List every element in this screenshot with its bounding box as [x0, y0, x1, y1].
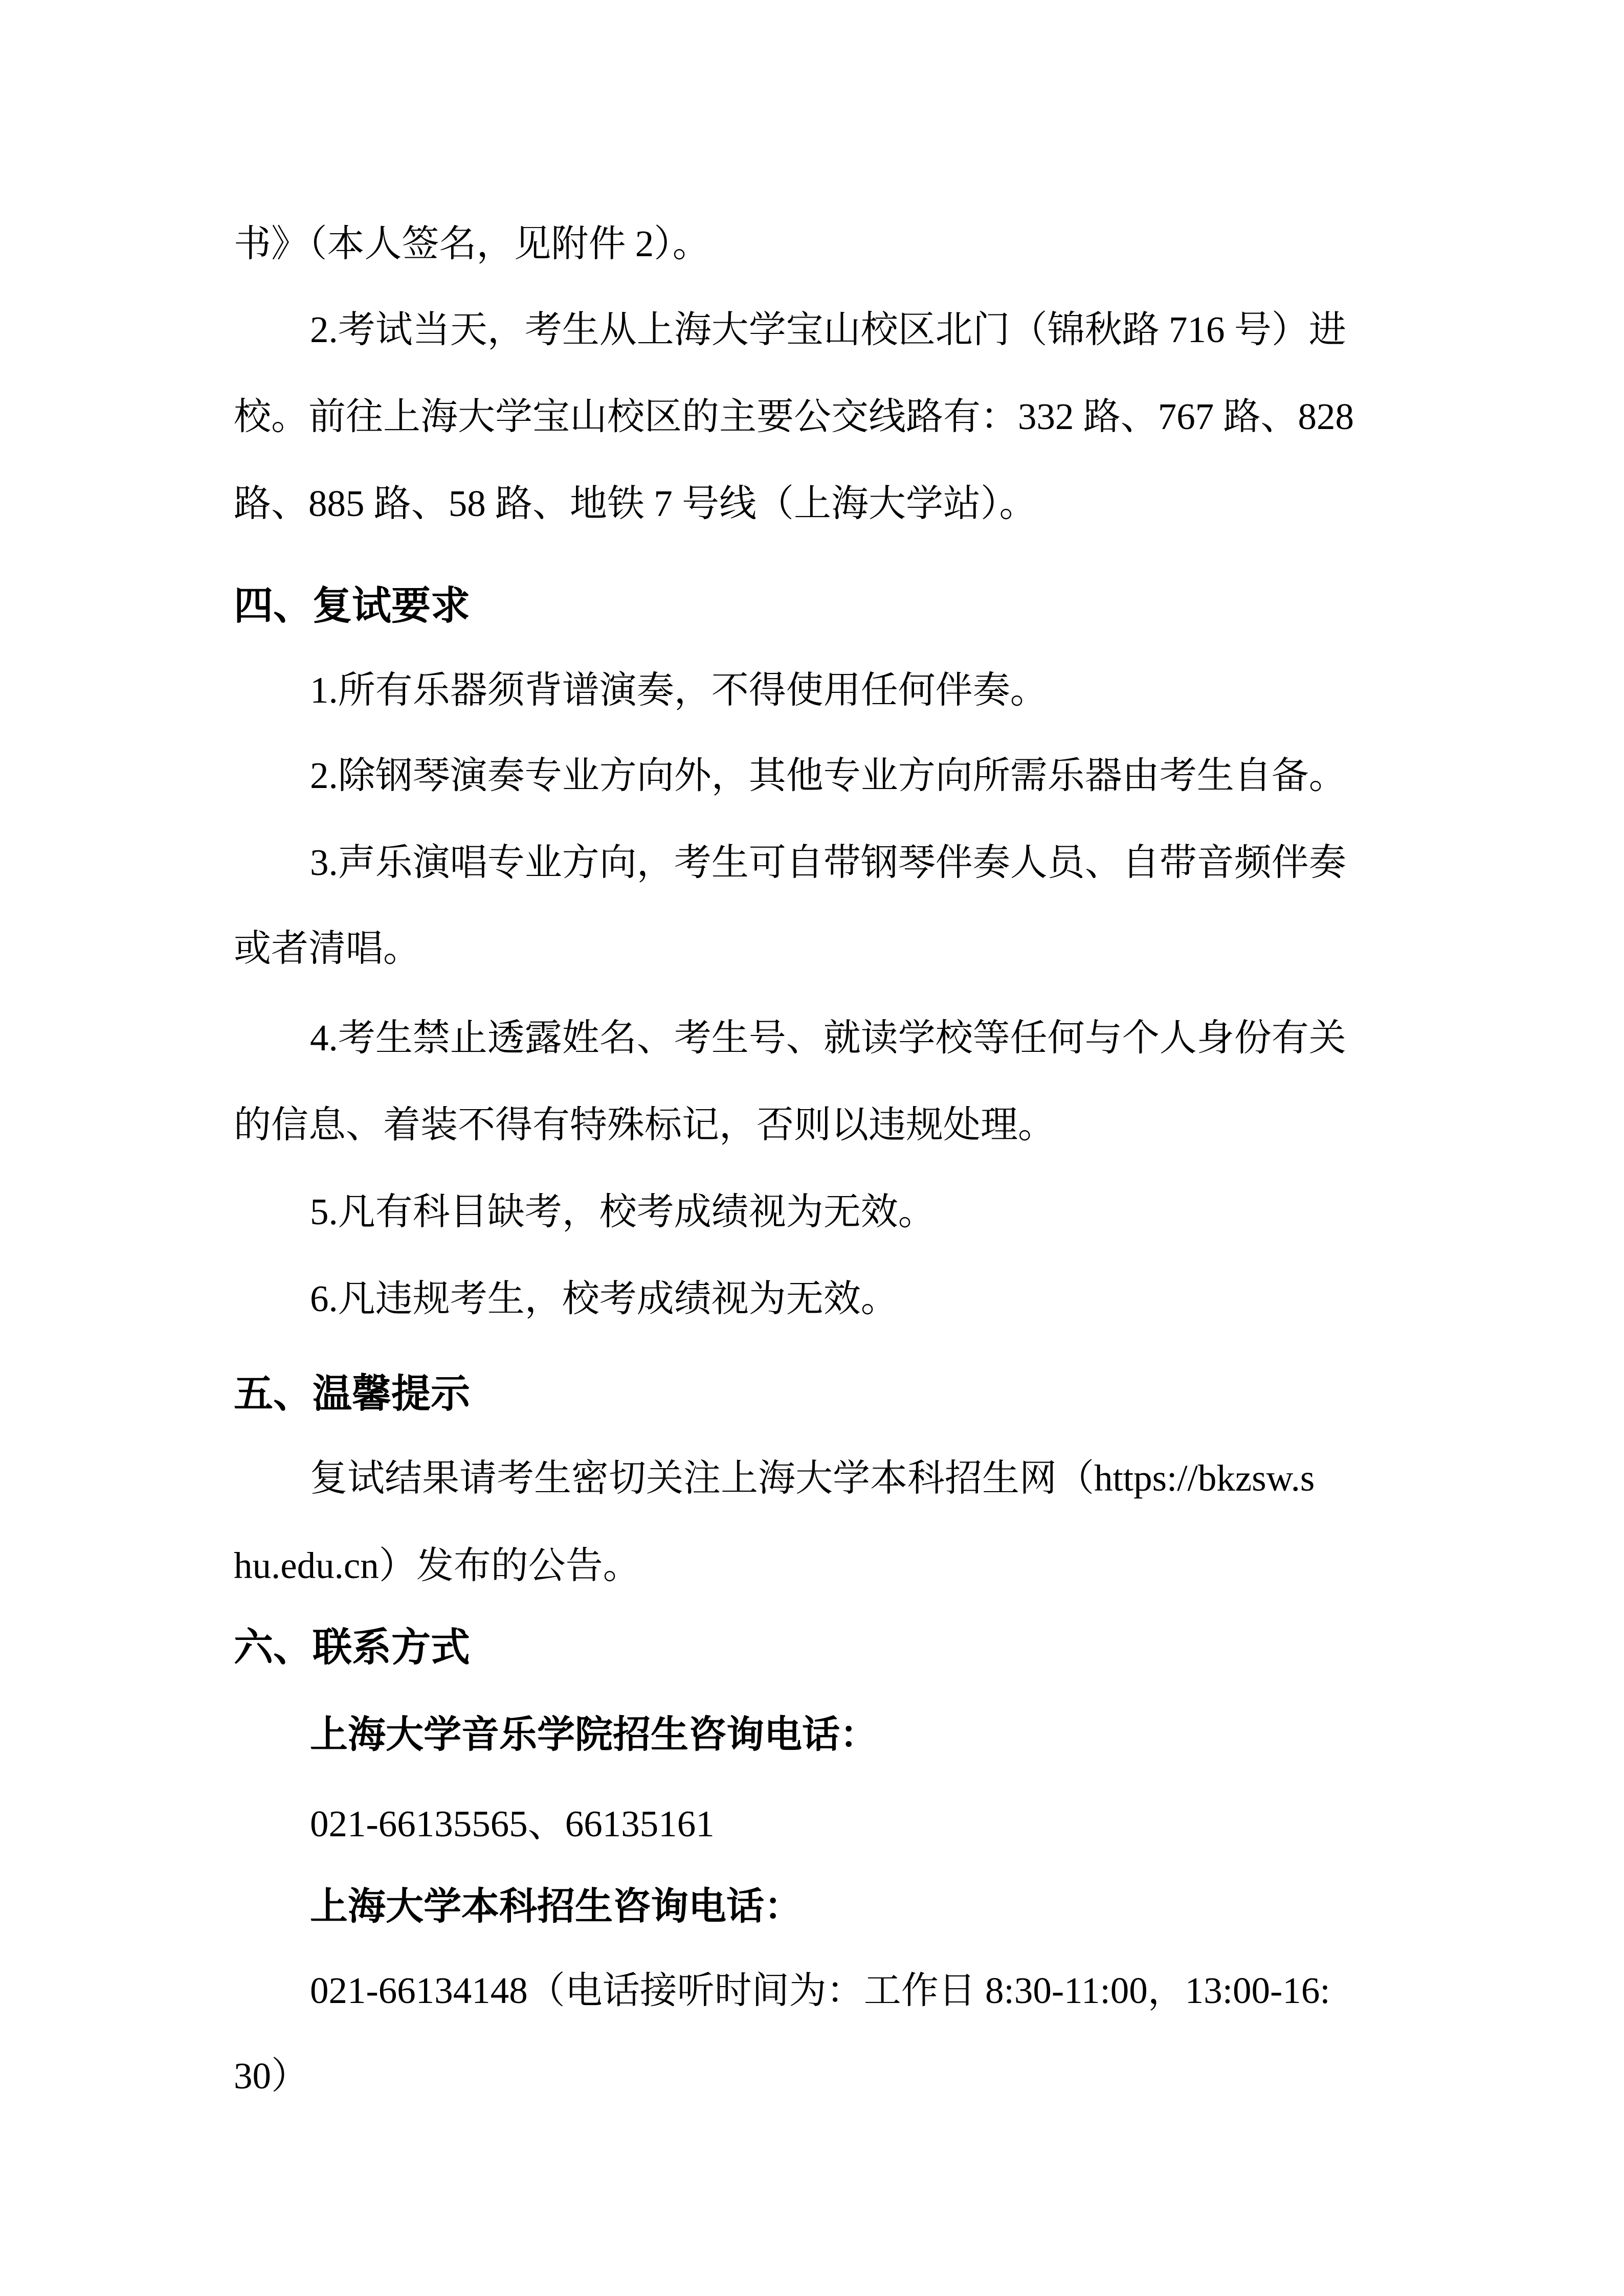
section4-item-4: 4.考生禁止透露姓名、考生号、就读学校等任何与个人身份有关 — [310, 1017, 1346, 1059]
music-school-phone-numbers: 021-66135565、66135161 — [310, 1803, 715, 1844]
music-school-phone-label: 上海大学音乐学院招生咨询电话： — [310, 1713, 878, 1755]
section6-heading: 六、联系方式 — [234, 1626, 470, 1670]
section4-item-1: 1.所有乐器须背谱演奏，不得使用任何伴奏。 — [310, 669, 1048, 711]
section4-item-2: 2.除钢琴演奏专业方向外，其他专业方向所需乐器由考生自备。 — [310, 755, 1346, 796]
doc-line-exam-day: 2.考试当天，考生从上海大学宝山校区北门（锦秋路 716 号）进 — [310, 309, 1346, 350]
section4-item-3-continuation: 或者清唱。 — [234, 928, 420, 969]
doc-line-bus-routes-1: 校。前往上海大学宝山校区的主要公交线路有：332 路、767 路、828 — [234, 396, 1354, 437]
section4-heading: 四、复试要求 — [234, 584, 470, 628]
admissions-phone-label: 上海大学本科招生咨询电话： — [310, 1885, 802, 1927]
admissions-phone-numbers-line-1: 021-66134148（电话接听时间为：工作日 8:30-11:00，13:00-16: — [310, 1970, 1330, 2011]
section4-item-5: 5.凡有科目缺考，校考成绩视为无效。 — [310, 1191, 936, 1232]
section5-line-2: hu.edu.cn）发布的公告。 — [234, 1545, 640, 1586]
section5-heading: 五、温馨提示 — [234, 1372, 470, 1416]
section4-item-4-continuation: 的信息、着装不得有特殊标记，否则以违规处理。 — [234, 1104, 1055, 1145]
section4-item-3: 3.声乐演唱专业方向，考生可自带钢琴伴奏人员、自带音频伴奏 — [310, 842, 1346, 883]
admissions-phone-numbers-line-2: 30） — [234, 2055, 308, 2097]
doc-line-bus-routes-2: 路、885 路、58 路、地铁 7 号线（上海大学站）。 — [234, 483, 1037, 524]
section5-line-1: 复试结果请考生密切关注上海大学本科招生网（https://bkzsw.s — [310, 1457, 1315, 1499]
section4-item-6: 6.凡违规考生，校考成绩视为无效。 — [310, 1278, 898, 1319]
doc-line-signature-continuation: 书》（本人签名，见附件 2）。 — [234, 223, 710, 264]
